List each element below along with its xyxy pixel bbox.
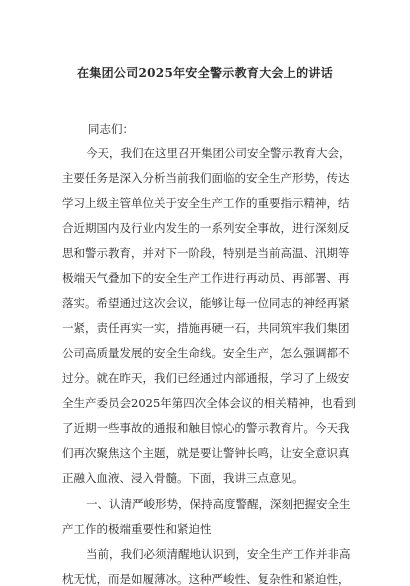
paragraph-line: 公司高质量发展的安全生命线。安全生产，怎么强调都不 [62, 346, 350, 360]
paragraph-line: 主要任务是深入分析当前我们面临的安全生产形势，传达 [62, 171, 350, 185]
section-heading-line: 产工作的极端重要性和紧迫性 [62, 522, 212, 536]
paragraph-line: 学习上级主管单位关于安全生产工作的重要指示精神，结 [62, 196, 350, 210]
paragraph-line: 了近期一些事故的通报和触目惊心的警示教育片。今天我 [62, 421, 350, 435]
document-title: 在集团公司2025年安全警示教育大会上的讲话 [77, 66, 333, 80]
paragraph-line: 一紧，责任再实一实，措施再硬一石，共同筑牢我们集团 [62, 321, 350, 335]
paragraph-line: 思和警示教育，并对下一阶段，特别是当前高温、汛期等 [62, 246, 350, 260]
paragraph-line: 们再次聚焦这个主题，就是要让警钟长鸣，让安全意识真 [62, 446, 350, 460]
paragraph-line: 正融入血液、浸入骨髓。下面，我讲三点意见。 [62, 471, 304, 485]
salutation: 同志们： [88, 122, 134, 136]
paragraph-line: 合近期国内及行业内发生的一系列安全事故，进行深刻反 [62, 221, 350, 235]
paragraph-line: 今天，我们在这里召开集团公司安全警示教育大会， [86, 146, 351, 160]
paragraph-line: 极端天气叠加下的安全生产工作进行再动员、再部署、再 [62, 271, 350, 285]
paragraph-line: 过分。就在昨天，我们已经通过内部通报，学习了上级安 [62, 371, 350, 385]
section-heading-line: 一、认清严峻形势，保持高度警醒，深刻把握安全生 [86, 497, 351, 511]
paragraph-line: 全生产委员会2025年第四次全体会议的相关精神，也看到 [62, 396, 356, 410]
paragraph-line: 当前，我们必须清醒地认识到，安全生产工作并非高 [86, 547, 351, 561]
paragraph-line: 枕无忧，而是如履薄冰。这种严峻性、复杂性和紧迫性， [62, 572, 350, 586]
paragraph-line: 落实。希望通过这次会议，能够让每一位同志的神经再紧 [62, 296, 350, 310]
